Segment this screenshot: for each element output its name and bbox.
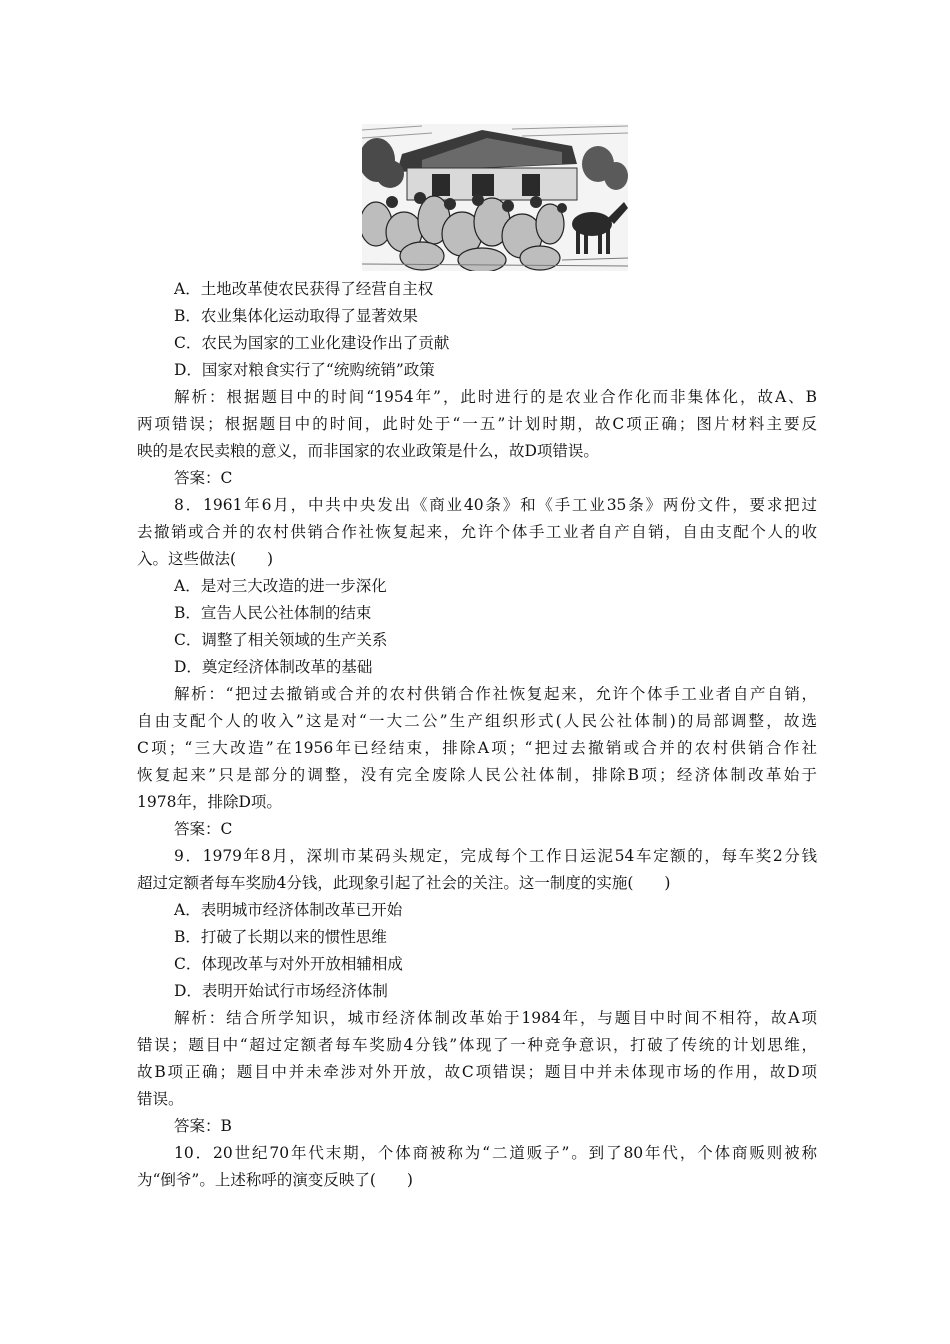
- q8-stem-line: 去撤销或合并的农村供销合作社恢复起来，允许个体手工业者自产自销，自由支配个人的收: [137, 523, 817, 541]
- q8-stem-line: 入。这些做法( ): [137, 550, 274, 568]
- q8-answer: 答案：C: [174, 820, 233, 838]
- illustration-farmers-selling-grain: [362, 124, 628, 271]
- q10-stem-line: 为“倒爷”。上述称呼的演变反映了( ): [137, 1171, 413, 1189]
- q9-stem-line: 超过定额者每车奖励4分钱，此现象引起了社会的关注。这一制度的实施( ): [137, 874, 671, 892]
- q7-option-a: A．土地改革使农民获得了经营自主权: [174, 280, 434, 298]
- q10-stem-line: 10．20世纪70年代末期，个体商被称为“二道贩子”。到了80年代，个体商贩则被称: [174, 1144, 817, 1162]
- q8-option-a: A．是对三大改造的进一步深化: [174, 577, 387, 595]
- q9-option-b: B．打破了长期以来的惯性思维: [174, 928, 387, 946]
- q9-analysis-line: 解析：结合所学知识，城市经济体制改革始于1984年，与题目中时间不相符，故A项: [174, 1009, 817, 1027]
- q8-stem-line: 8．1961年6月，中共中央发出《商业40条》和《手工业35条》两份文件，要求把过: [174, 496, 817, 514]
- q9-option-c: C．体现改革与对外开放相辅相成: [174, 955, 403, 973]
- q8-analysis-line: 恢复起来”只是部分的调整，没有完全废除人民公社体制，排除B项；经济体制改革始于: [137, 766, 817, 784]
- sketch-image: [362, 124, 628, 271]
- q9-stem-line: 9．1979年8月，深圳市某码头规定，完成每个工作日运泥54车定额的，每车奖2分钱: [174, 847, 817, 865]
- q8-analysis-line: 1978年，排除D项。: [137, 793, 282, 811]
- q9-analysis-line: 错误；题目中“超过定额者每车奖励4分钱”体现了一种竞争意识，打破了传统的计划思维，: [137, 1036, 817, 1054]
- q9-option-a: A．表明城市经济体制改革已开始: [174, 901, 403, 919]
- q9-option-d: D．表明开始试行市场经济体制: [174, 982, 388, 1000]
- q7-analysis-line: 两项错误；根据题目中的时间，此时处于“一五”计划时期，故C项正确；图片材料主要反: [137, 415, 817, 433]
- q8-option-c: C．调整了相关领域的生产关系: [174, 631, 388, 649]
- q7-option-d: D．国家对粮食实行了“统购统销”政策: [174, 361, 435, 379]
- question-content: [137, 276, 817, 1194]
- q7-answer: 答案：C: [174, 469, 233, 487]
- q7-option-c: C．农民为国家的工业化建设作出了贡献: [174, 334, 450, 352]
- q8-option-b: B．宣告人民公社体制的结束: [174, 604, 372, 622]
- q7-analysis-line: 映的是农民卖粮的意义，而非国家的农业政策是什么，故D项错误。: [137, 442, 599, 460]
- q8-analysis-line: 解析：“把过去撤销或合并的农村供销合作社恢复起来，允许个体手工业者自产自销，: [174, 685, 817, 703]
- q7-analysis-line: 解析：根据题目中的时间“1954年”，此时进行的是农业合作化而非集体化，故A、B: [174, 388, 817, 406]
- q8-analysis-line: 自由支配个人的收入”这是对“一大二公”生产组织形式(人民公社体制)的局部调整，故选: [137, 712, 817, 730]
- q8-option-d: D．奠定经济体制改革的基础: [174, 658, 373, 676]
- q9-analysis-line: 故B项正确；题目中并未牵涉对外开放，故C项错误；题目中并未体现市场的作用，故D项: [137, 1063, 817, 1081]
- q9-answer: 答案：B: [174, 1117, 232, 1135]
- q7-option-b: B．农业集体化运动取得了显著效果: [174, 307, 418, 325]
- q8-analysis-line: C项；“三大改造”在1956年已经结束，排除A项；“把过去撤销或合并的农村供销合作社: [137, 739, 817, 757]
- q9-analysis-line: 错误。: [137, 1090, 184, 1108]
